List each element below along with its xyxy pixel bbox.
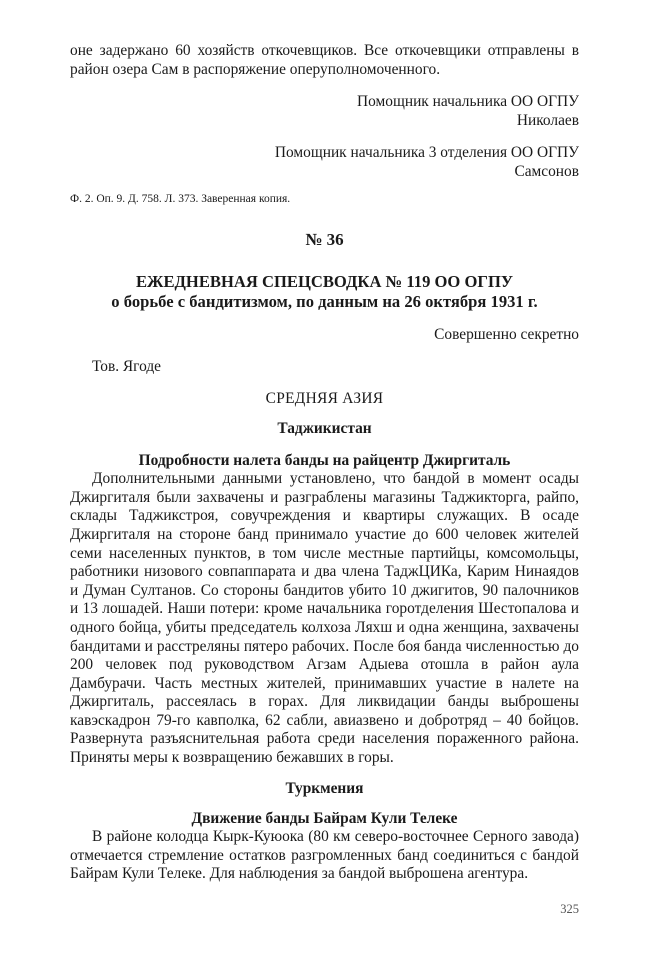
section-heading-turkmenia: Туркмения [285,779,364,797]
intro-paragraph: оне задержано 60 хозяйств откочевщиков. Все откочевщики отправлены в район озера Сам в распоряжение оперуполномоченного. [70,42,579,78]
document-page [70,42,579,884]
signature-position: Помощник начальника ОО ОГПУ [357,93,579,111]
section-text-turkmenia: В районе колодца Кырк-Куюока (80 км северо-восточнее Серного завода) отмечается стремление остатков разгромленных банд соединиться с бандой Байрам Кули Телеке. Для наблюдения за бандой выброшена агентура. [70,828,579,883]
signature-name: Николаев [516,111,579,129]
title-line-2: о борьбе с бандитизмом, по данным на 26 октября 1931 г. [111,291,538,311]
signature-position: Помощник начальника 3 отделения ОО ОГПУ [274,144,579,162]
archive-source: Ф. 2. Оп. 9. Д. 758. Л. 373. Заверенная копия. [70,192,291,205]
title-line-1: ЕЖЕДНЕВНАЯ СПЕЦСВОДКА № 119 ОО ОГПУ [135,271,514,291]
document-number: № 36 [305,229,344,249]
signature-block-1 [70,93,579,130]
region-heading: СРЕДНЯЯ АЗИЯ [265,389,384,407]
section-heading-tajikistan: Таджикистан [277,419,372,437]
section-text-tajikistan: Дополнительными данными установлено, что бандой в момент осады Джиргиталя были захвачены и разграблены магазины Таджикторга, райпо, склады Таджикстроя, совучреждения и квартиры служащих. В осаде Джиргиталя на стороне банд принимало участие до 600 человек жителей семи населенных пунктов, в том числе местные партийцы, комсомольцы, работники низового совпаппарата и два члена ТаджЦИКа, Карим Нинаядов и Думан Султанов. Со стороны бандитов убито 10 джигитов, 90 палочников и 13 лошадей. Наши потери: кроме начальника горотделения Шестопалова и одного бойца, убиты председатель колхоза Ляхш и одна женщина, захвачены бандитами и расстреляны пятеро рабочих. После боя банда численностью до 200 человек под руководством Агзам Адыева отошла в район аула Дамбурачи. Часть местных жителей, принимавших участие в налете на Джиргиталь, рассеялась в горах. Для ликвидации банды выброшены кавэскадрон 79-го кавполка, 62 сабли, авиазвено и добротряд – 40 бойцов. Развернута разъяснительная работа среди населения пораженного района. Приняты меры к возвращению бежавших в горы. [70,470,579,767]
section-subheading-tajikistan: Подробности налета банды на райцентр Джиргиталь [138,451,511,469]
document-title [70,272,579,312]
classification-mark: Совершенно секретно [434,325,579,343]
addressee: Тов. Ягоде [92,357,162,375]
signature-block-2 [70,144,579,181]
section-subheading-turkmenia: Движение банды Байрам Кули Телеке [191,809,458,827]
page-number: 325 [560,902,579,916]
signature-name: Самсонов [514,162,579,180]
